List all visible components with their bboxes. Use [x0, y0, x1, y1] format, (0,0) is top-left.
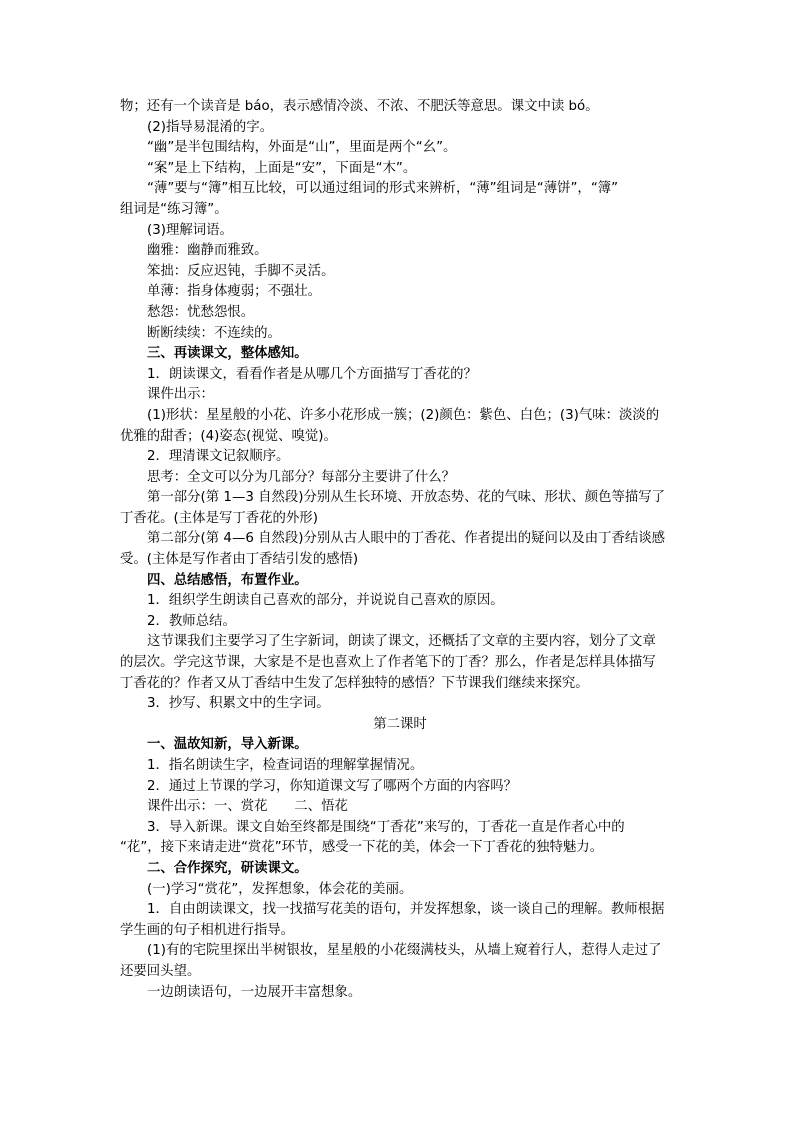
text-line: 1．朗读课文，看看作者是从哪几个方面描写丁香花的？ [147, 366, 477, 382]
text-line: 愁怨：忧愁怨恨。 [147, 304, 255, 320]
text-line: “花”，接下来请走进“赏花”环节，感受一下花的美，体会一下丁香花的独特魅力。 [120, 840, 604, 856]
document-page [120, 97, 680, 1003]
text-line: 丁香花的？作者又从丁香结中生发了怎样独特的感悟？下节课我们继续来探究。 [120, 675, 589, 691]
text-line: 3．抄写、积累文中的生字词。 [147, 696, 330, 712]
section-heading: 一、温故知新，导入新课。 [147, 737, 308, 753]
text-line: 的层次。学完这节课，大家是不是也喜欢上了作者笔下的丁香？那么，作者是怎样具体描写 [120, 655, 656, 671]
lesson-title: 第二课时 [373, 716, 427, 732]
text-line: 2．教师总结。 [147, 613, 236, 629]
text-line: 第二部分(第 4—6 自然段)分别从古人眼中的丁香花、作者提出的疑问以及由丁香结谈感 [147, 531, 666, 547]
text-line: “薄”要与“簿”相互比较，可以通过组词的形式来辨析，“薄”组词是“薄饼”，“簿” [147, 181, 619, 197]
text-line: 学生画的句子相机进行指导。 [120, 922, 295, 938]
text-line: (1)形状：星星般的小花、许多小花形成一簇；(2)颜色：紫色、白色；(3)气味：淡淡的 [147, 407, 660, 423]
text-line: 1．组织学生朗读自己喜欢的部分，并说说自己喜欢的原因。 [147, 593, 504, 609]
text-line: 1．自由朗读课文，找一找描写花美的语句，并发挥想象，谈一谈自己的理解。教师根据 [147, 902, 665, 918]
text-line: 受。(主体是写作者由丁香结引发的感悟) [120, 552, 359, 568]
text-line: “幽”是半包围结构，外面是“山”，里面是两个“幺”。 [147, 140, 457, 156]
text-line: 这节课我们主要学习了生字新词，朗读了课文，还概括了文章的主要内容，划分了文章 [147, 634, 656, 650]
text-line: 1．指名朗读生字，检查词语的理解掌握情况。 [147, 758, 424, 773]
text-line: 物；还有一个读音是 báo，表示感情冷淡、不浓、不肥沃等意思。课文中读 bó。 [120, 99, 599, 114]
text-line: 幽雅：幽静而雅致。 [147, 243, 268, 259]
text-line: 第一部分(第 1—3 自然段)分别从生长环境、开放态势、花的气味、形状、颜色等描写了 [147, 490, 666, 506]
text-line: (3)理解词语。 [147, 222, 233, 238]
text-line: 2．理清课文记叙顺序。 [147, 449, 290, 465]
text-line: 课件出示：一、赏花 二、悟花 [147, 799, 348, 815]
text-line: (1)有的宅院里探出半树银妆，星星般的小花缀满枝头，从墙上窥着行人，惹得人走过了 [147, 943, 662, 959]
text-line: 断断续续：不连续的。 [147, 325, 281, 341]
text-line: 单薄：指身体瘦弱；不强壮。 [147, 284, 322, 300]
text-line: 3．导入新课。课文自始至终都是围绕“丁香花”来写的，丁香花一直是作者心中的 [147, 819, 625, 835]
text-line: 思考：全文可以分为几部分？每部分主要讲了什么？ [147, 469, 455, 485]
text-line: 丁香花。(主体是写丁香花的外形) [120, 510, 318, 526]
text-line: 还要回头望。 [120, 963, 201, 979]
text-line: 优雅的甜香；(4)姿态(视觉、嗅觉)。 [120, 428, 337, 444]
section-heading: 四、总结感悟，布置作业。 [147, 572, 308, 588]
section-heading: 二、合作探究，研读课文。 [147, 860, 308, 876]
text-line: 2．通过上节课的学习，你知道课文写了哪两个方面的内容吗？ [147, 778, 518, 794]
text-line: 笨拙：反应迟钝，手脚不灵活。 [147, 263, 335, 279]
text-line: 组词是“练习簿”。 [120, 201, 228, 217]
text-line: (2)指导易混淆的字。 [147, 119, 274, 135]
text-line: 课件出示： [147, 387, 214, 403]
text-line: “案”是上下结构，上面是“安”，下面是“木”。 [147, 160, 417, 176]
text-line: 一边朗读语句，一边展开丰富想象。 [147, 984, 362, 1000]
section-heading: 三、再读课文，整体感知。 [147, 346, 308, 362]
text-line: (一)学习“赏花”，发挥想象，体会花的美丽。 [147, 881, 413, 897]
